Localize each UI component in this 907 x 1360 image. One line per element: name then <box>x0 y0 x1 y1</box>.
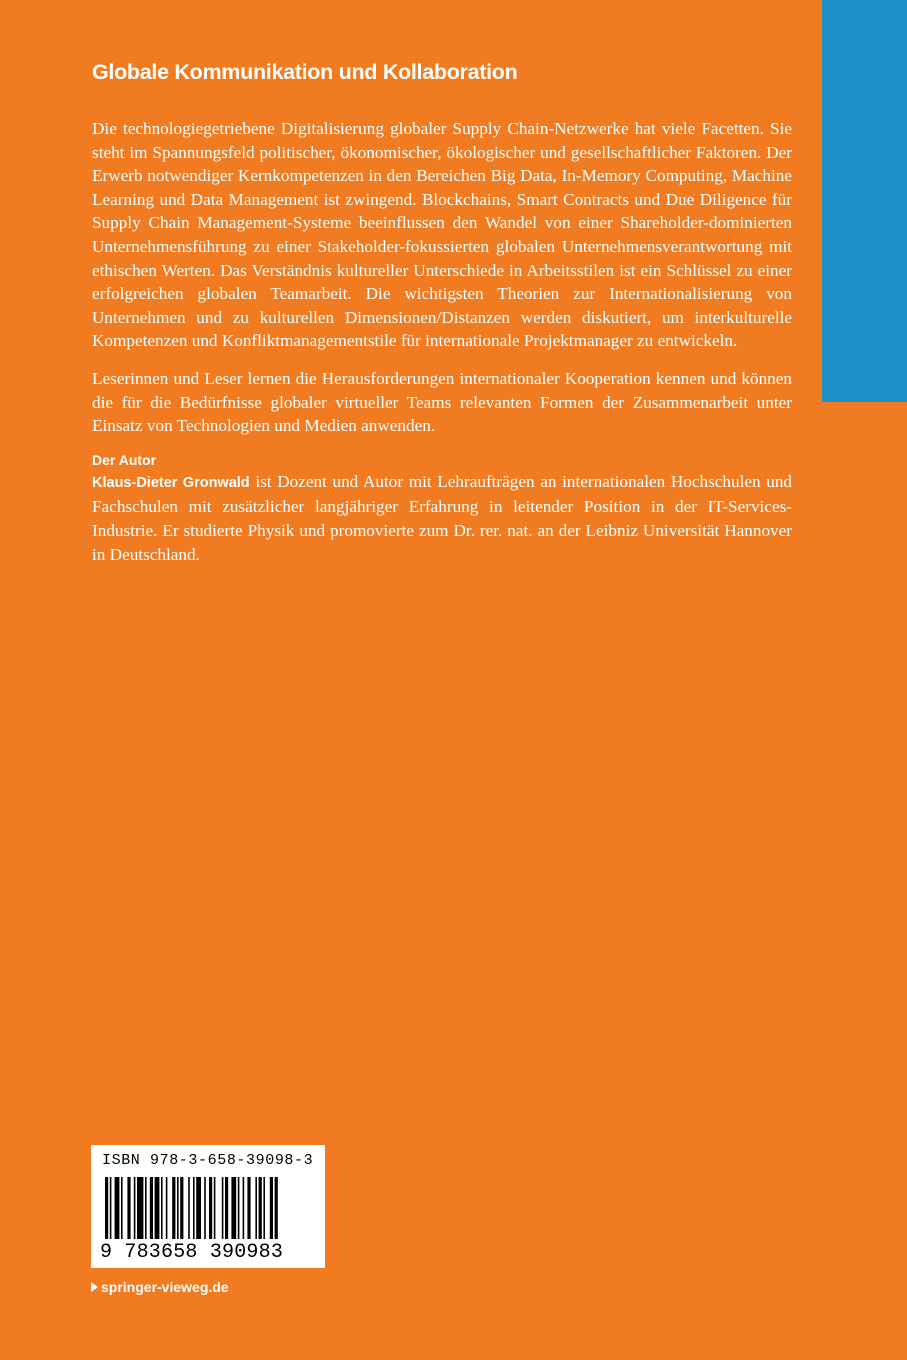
description-paragraph-2: Leserinnen und Leser lernen die Herausforderungen internationaler Kooperation kennen und können die für die Bedürfnisse globaler virtueller Teams relevanten Formen der Zusammenarbeit unter Einsatz von Technologien und Medien anwenden. <box>92 368 792 436</box>
description-paragraph-1: Die technologiegetriebene Digitalisierung globaler Supply Chain-Netzwerke hat viele Facetten. Sie steht im Spannungsfeld politischer, ökonomischer, ökologischer und gesellschaftlicher Faktoren. Der Erwerb notwendiger Kernkompetenzen in den Bereichen Big Data, In-Memory Computing, Machine Learning und Data Management ist zwingend. Blockchains, Smart Contracts und Due Diligence für Supply Chain Management-Systeme beeinflussen den Wandel von einer Shareholder-dominierten Unternehmensführung zu einer Stakeholder-fokussierten globalen Unternehmensverantwortung mit ethischen Werten. Das Verständnis kultureller Unterschiede in Arbeitsstilen ist ein Schlüssel zu einer erfolgreichen globalen Teamarbeit. Die wichtigsten Theorien zur Internationalisierung von Unternehmen und zu kulturellen Dimensionen/Distanzen werden diskutiert, um interkulturelle Kompetenzen und Konfliktmanagementstile für internationale Projektmanager zu entwickeln. <box>92 119 792 351</box>
author-bio <box>92 470 792 566</box>
barcode-digits: 9 783658 390983 <box>100 1241 284 1264</box>
back-cover-content <box>92 60 792 580</box>
arrow-icon <box>91 1282 98 1292</box>
barcode-bars <box>105 1177 311 1243</box>
side-color-tab <box>822 0 907 402</box>
publisher-website <box>91 1279 229 1295</box>
author-bio-text: ist Dozent und Autor mit Lehraufträgen an internationalen Hochschulen und Fachschulen mit zusätzlicher langjähriger Erfahrung in leitender Position in der IT-Services-Industrie. Er studierte Physik und promovierte zum Dr. rer. nat. an der Leibniz Universität Hannover in Deutschland. <box>92 471 793 564</box>
isbn-label: ISBN 978-3-658-39098-3 <box>102 1152 314 1169</box>
book-title: Globale Kommunikation und Kollaboration <box>92 60 518 84</box>
isbn-barcode <box>91 1145 325 1268</box>
author-heading: Der Autor <box>92 451 157 468</box>
website-link: springer-vieweg.de <box>101 1279 229 1295</box>
author-name: Klaus-Dieter Gronwald <box>92 474 250 491</box>
